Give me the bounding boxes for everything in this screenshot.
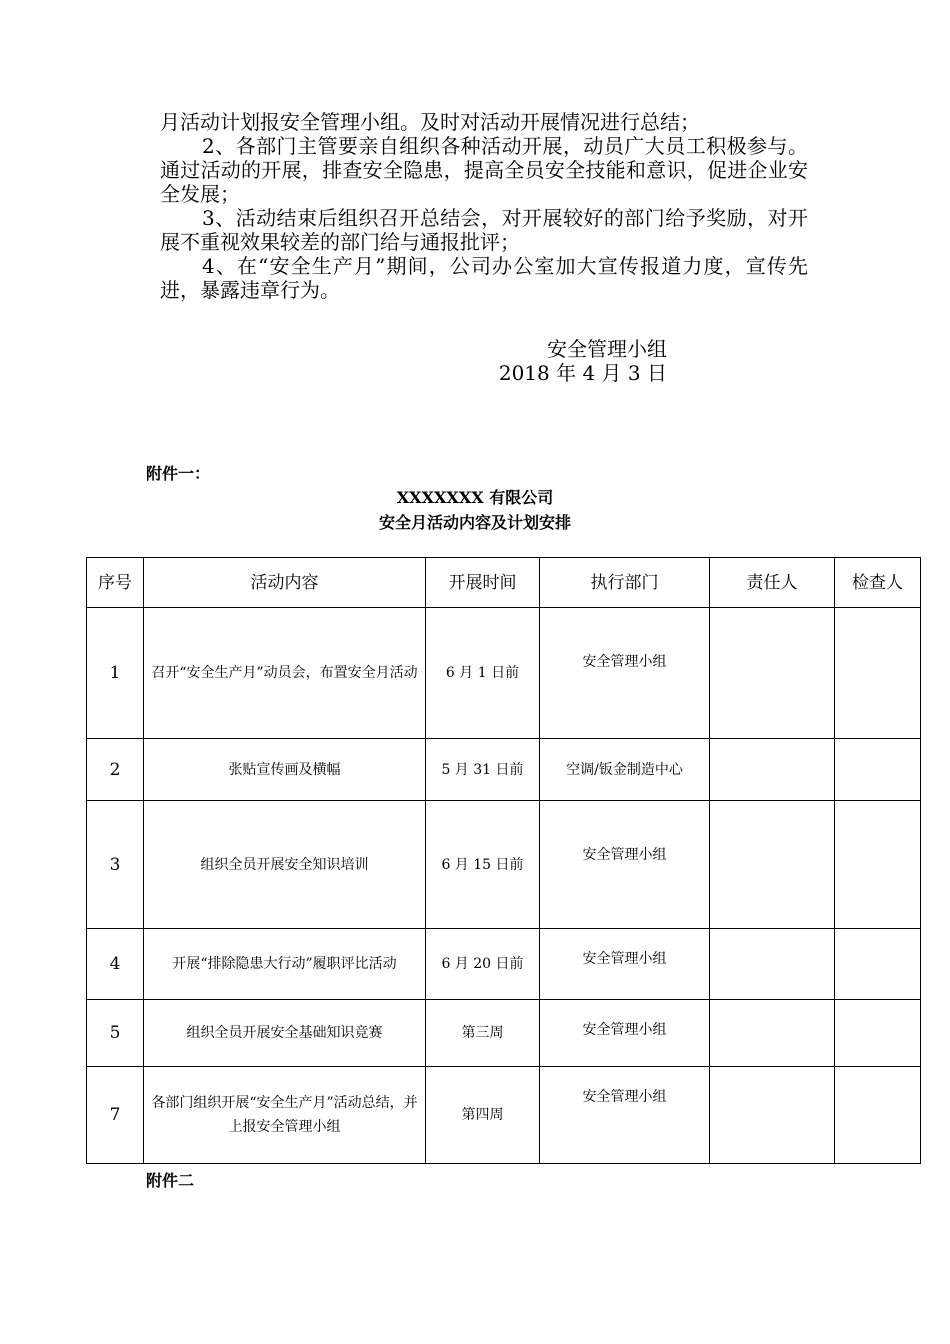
header-checker: 检查人: [835, 558, 921, 608]
row-owner: [710, 739, 835, 801]
header-dept: 执行部门: [540, 558, 710, 608]
row-checker: [835, 739, 921, 801]
table-row: [87, 1000, 921, 1067]
row-dept: 安全管理小组: [540, 801, 710, 929]
row-dept: 空调/钣金制造中心: [540, 739, 710, 801]
row-seq: 5: [87, 1000, 144, 1067]
plan-title: 安全月活动内容及计划安排: [378, 513, 571, 532]
row-content: 召开“安全生产月”动员会，布置安全月活动: [144, 608, 426, 739]
row-content: 开展“排除隐患大行动”履职评比活动: [144, 929, 426, 1000]
attachment-1-label: 附件一：: [146, 464, 211, 483]
header-time: 开展时间: [426, 558, 540, 608]
intro-line-1: 月活动计划报安全管理小组。及时对活动开展情况进行总结；: [160, 110, 700, 134]
attachment-2-label: 附件二: [146, 1171, 195, 1190]
row-content: 组织全员开展安全基础知识竞赛: [144, 1000, 426, 1067]
table-row: [87, 801, 921, 929]
row-time: 第三周: [426, 1000, 540, 1067]
signature-org: 安全管理小组: [547, 337, 667, 361]
row-checker: [835, 801, 921, 929]
row-content: 张贴宣传画及横幅: [144, 739, 426, 801]
table-header-row: [87, 558, 921, 608]
row-seq: 3: [87, 801, 144, 929]
row-content: 各部门组织开展“安全生产月”活动总结，并上报安全管理小组: [144, 1067, 426, 1164]
row-checker: [835, 929, 921, 1000]
row-seq: 4: [87, 929, 144, 1000]
intro-item-3: 3、活动结束后组织召开总结会，对开展较好的部门给予奖励，对开展不重视效果较差的部门给与通报批评；: [160, 206, 808, 254]
row-time: 5 月 31 日前: [426, 739, 540, 801]
row-dept: 安全管理小组: [540, 608, 710, 739]
row-time: 第四周: [426, 1067, 540, 1164]
signature-date: 2018 年 4 月 3 日: [498, 361, 667, 385]
company-name: XXXXXXX 有限公司: [396, 488, 554, 507]
header-owner: 责任人: [710, 558, 835, 608]
row-checker: [835, 608, 921, 739]
row-owner: [710, 929, 835, 1000]
row-owner: [710, 801, 835, 929]
table-row: [87, 739, 921, 801]
activity-plan-table: [86, 557, 921, 1164]
table-row: [87, 929, 921, 1000]
row-dept: 安全管理小组: [540, 929, 710, 1000]
row-time: 6 月 15 日前: [426, 801, 540, 929]
intro-item-2: 2、各部门主管要亲自组织各种活动开展，动员广大员工积极参与。通过活动的开展，排查安全隐患，提高全员安全技能和意识，促进企业安全发展；: [160, 134, 808, 206]
row-owner: [710, 608, 835, 739]
row-seq: 1: [87, 608, 144, 739]
row-checker: [835, 1000, 921, 1067]
row-content: 组织全员开展安全知识培训: [144, 801, 426, 929]
header-seq: 序号: [87, 558, 144, 608]
header-content: 活动内容: [144, 558, 426, 608]
row-seq: 2: [87, 739, 144, 801]
table-row: [87, 1067, 921, 1164]
row-time: 6 月 1 日前: [426, 608, 540, 739]
row-time: 6 月 20 日前: [426, 929, 540, 1000]
row-dept: 安全管理小组: [540, 1000, 710, 1067]
row-owner: [710, 1067, 835, 1164]
row-owner: [710, 1000, 835, 1067]
row-seq: 7: [87, 1067, 144, 1164]
row-dept: 安全管理小组: [540, 1067, 710, 1164]
table-row: [87, 608, 921, 739]
intro-item-4: 4、在“安全生产月”期间，公司办公室加大宣传报道力度，宣传先进，暴露违章行为。: [160, 254, 808, 302]
row-checker: [835, 1067, 921, 1164]
intro-text: [160, 110, 808, 302]
